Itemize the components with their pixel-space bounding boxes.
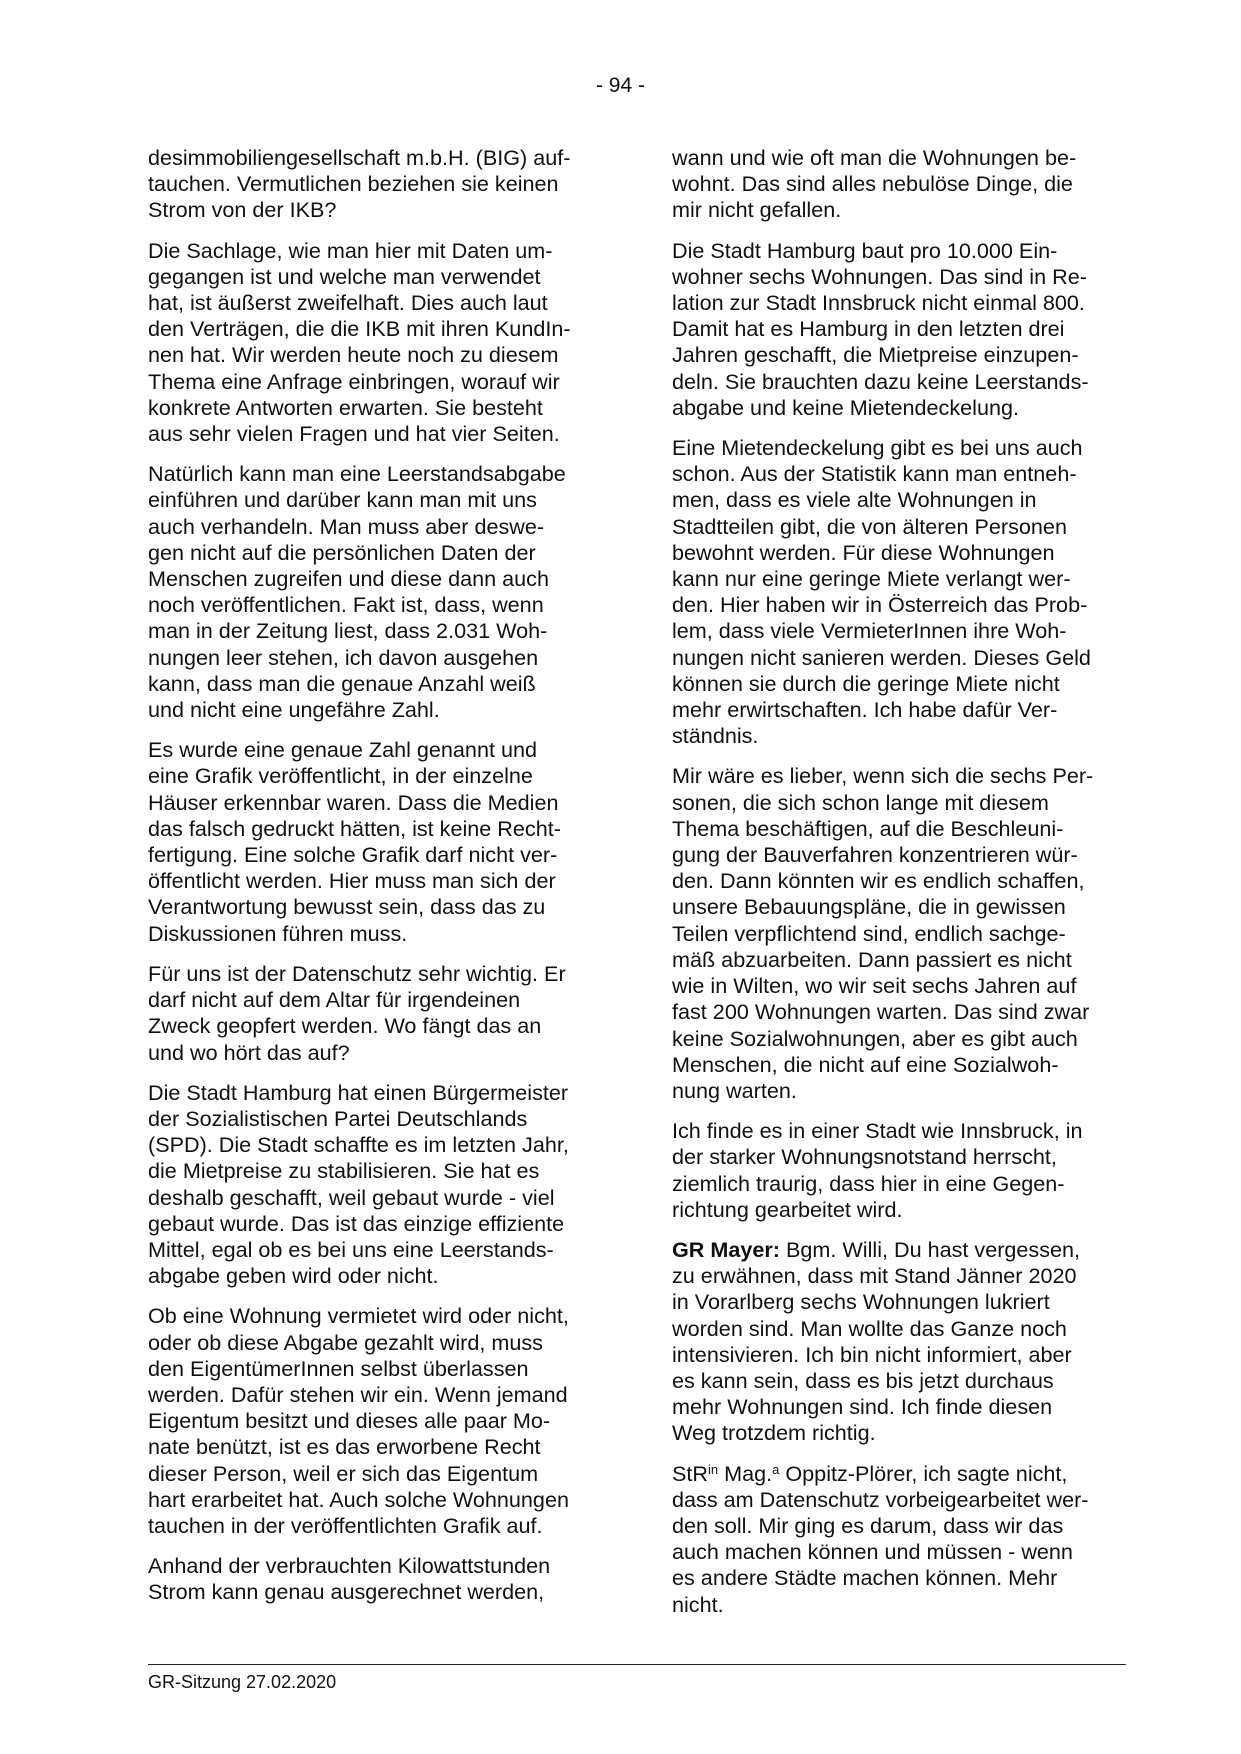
text-line: Menschen, die nicht auf eine Sozialwoh-	[672, 1051, 1059, 1077]
text-line: der Sozialistischen Partei Deutschlands	[148, 1105, 528, 1131]
text-line: fast 200 Wohnungen warten. Das sind zwar	[672, 999, 1090, 1025]
text-line: Strom kann genau ausgerechnet werden,	[148, 1579, 545, 1605]
paragraph	[672, 238, 1124, 421]
text-line: gen nicht auf die persönlichen Daten der	[148, 539, 536, 565]
text-line: schon. Aus der Statistik kann man entneh-	[672, 461, 1077, 487]
text-line: dieser Person, weil er sich das Eigentum	[148, 1460, 539, 1486]
text-line: in Vorarlberg sechs Wohnungen lukriert	[672, 1289, 1050, 1315]
text-line: Die Stadt Hamburg hat einen Bürgermeister	[148, 1079, 569, 1105]
text-line: Ob eine Wohnung vermietet wird oder nicht,	[148, 1303, 569, 1329]
text-line: ziemlich traurig, dass hier in eine Gegen-	[672, 1170, 1065, 1196]
text-line: lation zur Stadt Innsbruck nicht einmal 800.	[672, 290, 1085, 316]
text-line: aus sehr vielen Fragen und hat vier Seiten.	[148, 421, 560, 447]
text-line: werden. Dafür stehen wir ein. Wenn jemand	[148, 1381, 568, 1407]
text-line: fertigung. Eine solche Grafik darf nicht ver-	[148, 842, 558, 868]
text-line: nungen leer stehen, ich davon ausgehen	[148, 644, 539, 670]
text-line: Ich finde es in einer Stadt wie Innsbruck, in	[672, 1118, 1083, 1144]
text-line: Jahren geschafft, die Mietpreise einzupen-	[672, 342, 1079, 368]
paragraph	[148, 961, 600, 1066]
text-line: auch machen können und müssen - wenn	[672, 1539, 1073, 1565]
text-line: mir nicht gefallen.	[672, 197, 842, 223]
text-line: Weg trotzdem richtig.	[672, 1420, 876, 1446]
text-line: wann und wie oft man die Wohnungen be-	[672, 145, 1077, 170]
text-line: noch veröffentlichen. Fakt ist, dass, wenn	[148, 592, 544, 618]
text-line: dass am Datenschutz vorbeigearbeitet wer-	[672, 1486, 1089, 1512]
right-column	[672, 145, 1124, 1632]
footer-divider	[148, 1664, 1126, 1665]
text-line: kann, dass man die genaue Anzahl weiß	[148, 670, 536, 696]
text-line: richtung gearbeitet wird.	[672, 1196, 903, 1222]
text-line: unsere Bebauungspläne, die in gewissen	[672, 894, 1066, 920]
text-line: deln. Sie brauchten dazu keine Leerstands-	[672, 368, 1089, 394]
text-line: sonen, die sich schon lange mit diesem	[672, 789, 1049, 815]
text-line: das falsch gedruckt hätten, ist keine Recht-	[148, 815, 561, 841]
superscript: a	[772, 1461, 780, 1477]
text-line: abgabe geben wird oder nicht.	[148, 1263, 439, 1289]
text-line: Eine Mietendeckelung gibt es bei uns auch	[672, 435, 1083, 461]
left-column	[148, 145, 600, 1620]
paragraph	[148, 1080, 600, 1290]
text-fragment: Bgm. Willi, Du hast vergessen,	[780, 1236, 1081, 1262]
text-line: mehr Wohnungen sind. Ich finde diesen	[672, 1394, 1053, 1420]
text-line: Die Stadt Hamburg baut pro 10.000 Ein-	[672, 237, 1058, 263]
text-line: nung warten.	[672, 1077, 797, 1103]
text-line: lem, dass viele VermieterInnen ihre Woh-	[672, 618, 1067, 644]
text-line: nate benützt, ist es das erworbene Recht	[148, 1434, 541, 1460]
text-line: den. Hier haben wir in Österreich das Prob-	[672, 592, 1088, 618]
text-line: darf nicht auf dem Altar für irgendeinen	[148, 987, 521, 1013]
paragraph	[672, 1118, 1124, 1223]
text-line: der starker Wohnungsnotstand herrscht,	[672, 1144, 1057, 1170]
text-line: Anhand der verbrauchten Kilowattstunden	[148, 1553, 551, 1579]
text-line: die Mietpreise zu stabilisieren. Sie hat es	[148, 1158, 540, 1184]
paragraph-str-response	[672, 1461, 1124, 1618]
text-line: können sie durch die geringe Miete nicht	[672, 670, 1060, 696]
text-line: Zweck geopfert werden. Wo fängt das an	[148, 1013, 542, 1039]
footer-text: GR-Sitzung 27.02.2020	[148, 1672, 337, 1692]
text-line: den EigentümerInnen selbst überlassen	[148, 1355, 529, 1381]
text-line: deshalb geschafft, weil gebaut wurde - viel	[148, 1184, 555, 1210]
text-line: abgabe und keine Mietendeckelung.	[672, 394, 1019, 420]
text-line: Eigentum besitzt und dieses alle paar Mo-	[148, 1408, 551, 1434]
paragraph-gr-mayer	[672, 1237, 1124, 1447]
superscript: in	[708, 1461, 719, 1477]
paragraph	[148, 145, 600, 224]
text-line: Die Sachlage, wie man hier mit Daten um-	[148, 237, 553, 263]
text-fragment: Oppitz-Plörer, ich sagte nicht,	[779, 1460, 1068, 1486]
text-line: Mittel, egal ob es bei uns eine Leerstands-	[148, 1236, 554, 1262]
paragraph	[148, 238, 600, 448]
title-mag: Mag.	[718, 1460, 773, 1486]
text-line: Natürlich kann man eine Leerstandsabgabe	[148, 461, 566, 487]
text-line: konkrete Antworten erwarten. Sie besteht	[148, 394, 543, 420]
text-line: eine Grafik veröffentlicht, in der einzelne	[148, 763, 533, 789]
text-line	[672, 1461, 1124, 1487]
text-line: desimmobiliengesellschaft m.b.H. (BIG) auf-	[148, 145, 571, 170]
text-line: Menschen zugreifen und diese dann auch	[148, 566, 549, 592]
paragraph	[672, 435, 1124, 749]
text-line: es andere Städte machen können. Mehr	[672, 1565, 1058, 1591]
text-line: gung der Bauverfahren konzentrieren wür-	[672, 842, 1078, 868]
text-line: gebaut wurde. Das ist das einzige effiziente	[148, 1210, 565, 1236]
text-line: und wo hört das auf?	[148, 1039, 350, 1065]
paragraph	[148, 461, 600, 723]
text-line: hart erarbeitet hat. Auch solche Wohnungen	[148, 1486, 569, 1512]
text-line: Strom von der IKB?	[148, 197, 337, 223]
paragraph	[672, 763, 1124, 1104]
text-line: Für uns ist der Datenschutz sehr wichtig. Er	[148, 960, 566, 986]
text-line: kann nur eine geringe Miete verlangt wer-	[672, 566, 1071, 592]
text-line: man in der Zeitung liest, dass 2.031 Woh-	[148, 618, 548, 644]
text-line: wohnt. Das sind alles nebulöse Dinge, die	[672, 171, 1073, 197]
text-line: nicht.	[672, 1591, 724, 1617]
text-line: Thema beschäftigen, auf die Beschleuni-	[672, 815, 1064, 841]
text-line: Stadtteilen gibt, die von älteren Personen	[672, 513, 1067, 539]
text-line: worden sind. Man wollte das Ganze noch	[672, 1315, 1067, 1341]
text-line: mehr erwirtschaften. Ich habe dafür Ver-	[672, 697, 1058, 723]
text-line: Diskussionen führen muss.	[148, 920, 408, 946]
text-line: tauchen in der veröffentlichten Grafik auf.	[148, 1512, 543, 1538]
text-line: auch verhandeln. Man muss aber deswe-	[148, 513, 545, 539]
text-line: den soll. Mir ging es darum, dass wir das	[672, 1512, 1064, 1538]
paragraph	[672, 145, 1124, 224]
text-line: es kann sein, dass es bis jetzt durchaus	[672, 1367, 1054, 1393]
text-line: keine Sozialwohnungen, aber es gibt auch	[672, 1025, 1078, 1051]
paragraph	[148, 1553, 600, 1605]
text-line: bewohnt werden. Für diese Wohnungen	[672, 539, 1055, 565]
text-line: Thema eine Anfrage einbringen, worauf wir	[148, 368, 560, 394]
text-line: gegangen ist und welche man verwendet	[148, 263, 541, 289]
text-line: tauchen. Vermutlichen beziehen sie keinen	[148, 171, 559, 197]
text-line: öffentlicht werden. Hier muss man sich der	[148, 868, 556, 894]
paragraph	[148, 1303, 600, 1539]
text-line: men, dass es viele alte Wohnungen in	[672, 487, 1037, 513]
text-line: Damit hat es Hamburg in den letzten drei	[672, 316, 1065, 342]
text-line	[672, 1237, 1124, 1263]
speaker-name: GR Mayer:	[672, 1236, 781, 1262]
text-line: nen hat. Wir werden heute noch zu diesem	[148, 342, 559, 368]
page-number: - 94 -	[595, 74, 645, 97]
text-line: hat, ist äußerst zweifelhaft. Dies auch laut	[148, 290, 548, 316]
text-line: den Verträgen, die die IKB mit ihren KundIn-	[148, 316, 571, 342]
text-line: (SPD). Die Stadt schaffte es im letzten Jahr,	[148, 1132, 569, 1158]
text-line: nungen nicht sanieren werden. Dieses Geld	[672, 644, 1091, 670]
text-line: Teilen verpflichtend sind, endlich sachge-	[672, 920, 1066, 946]
text-line: wohner sechs Wohnungen. Das sind in Re-	[672, 263, 1087, 289]
text-line: intensivieren. Ich bin nicht informiert, aber	[672, 1341, 1072, 1367]
text-line: Es wurde eine genaue Zahl genannt und	[148, 737, 537, 763]
text-line: den. Dann könnten wir es endlich schaffen,	[672, 868, 1085, 894]
text-line: einführen und darüber kann man mit uns	[148, 487, 537, 513]
text-line: und nicht eine ungefähre Zahl.	[148, 697, 440, 723]
text-line: Verantwortung bewusst sein, dass das zu	[148, 894, 546, 920]
text-line: ständnis.	[672, 723, 759, 749]
title-str: StR	[672, 1460, 708, 1486]
text-line: wie in Wilten, wo wir seit sechs Jahren auf	[672, 973, 1077, 999]
text-line: Häuser erkennbar waren. Dass die Medien	[148, 789, 559, 815]
text-line: oder ob diese Abgabe gezahlt wird, muss	[148, 1329, 543, 1355]
text-line: Mir wäre es lieber, wenn sich die sechs Per-	[672, 763, 1094, 789]
paragraph	[148, 737, 600, 947]
text-line: zu erwähnen, dass mit Stand Jänner 2020	[672, 1263, 1077, 1289]
text-line: mäß abzuarbeiten. Dann passiert es nicht	[672, 946, 1072, 972]
